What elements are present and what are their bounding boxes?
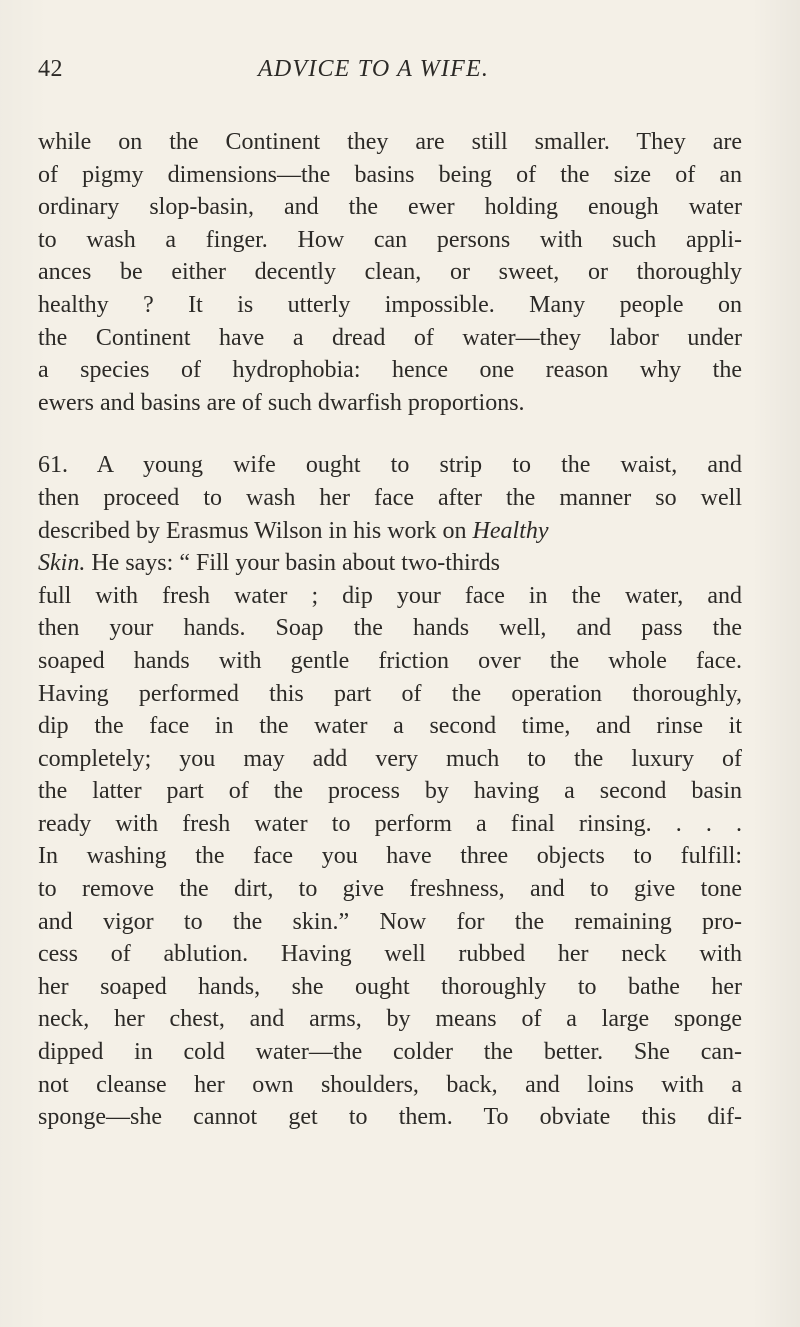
text-line: soaped hands with gentle friction over the whole face. [38,647,742,674]
text-line: In washing the face you have three objects to fulfill: [38,843,742,870]
text-line: while on the Continent they are still smaller. They are [38,129,742,155]
text-line: to remove the dirt, to give freshness, and to give tone [38,876,742,903]
text-line: the latter part of the process by having a second basin [38,778,742,805]
text-line: to wash a finger. How can persons with such appli- [38,226,742,253]
text-line: completely; you may add very much to the luxury of [38,745,742,772]
text-line: ordinary slop-basin, and the ewer holding enough water [38,194,742,221]
text-line [38,515,742,548]
text-line: healthy ? It is utterly impossible. Many people on [38,291,742,318]
text-line: her soaped hands, she ought thoroughly to bathe her [38,973,742,1000]
body-text [38,126,742,1134]
text-line: of pigmy dimensions—the basins being of the size of an [38,161,742,188]
book-title-skin: Skin. [38,550,86,577]
text-line: then your hands. Soap the hands well, and pass the [38,615,742,642]
text-line [38,547,742,580]
text-line: dipped in cold water—the colder the better. She can- [38,1039,742,1066]
text-line: sponge—she cannot get to them. To obviate this dif- [38,1104,742,1131]
text-line: cess of ablution. Having well rubbed her neck with [38,941,742,968]
text-run: He says: “ Fill your basin about two-thirds [85,550,500,577]
paragraph-spacer [38,419,742,449]
text-line: neck, her chest, and arms, by means of a large sponge [38,1006,742,1033]
text-line: ready with fresh water to perform a final rinsing. . . . [38,810,742,837]
text-line: ewers and basins are of such dwarfish proportions. [38,389,525,416]
text-line: the Continent have a dread of water—they labor under [38,324,742,351]
text-line: Having performed this part of the operation thoroughly, [38,680,742,707]
text-line: 61. A young wife ought to strip to the waist, and [38,452,742,479]
text-run: described by Erasmus Wilson in his work on [38,517,473,544]
page-header [38,56,738,96]
running-head: ADVICE TO A WIFE. [258,56,490,82]
text-line: a species of hydrophobia: hence one reason why the [38,357,742,384]
page-number: 42 [38,56,63,82]
text-line: dip the face in the water a second time, and rinse it [38,713,742,740]
text-line: and vigor to the skin.” Now for the remaining pro- [38,908,742,935]
text-line: full with fresh water ; dip your face in the water, and [38,582,742,609]
book-title-healthy: Healthy [472,517,549,544]
text-line: ances be either decently clean, or sweet, or thoroughly [38,259,742,286]
text-line: then proceed to wash her face after the manner so well [38,484,742,511]
text-line: not cleanse her own shoulders, back, and loins with a [38,1071,742,1098]
